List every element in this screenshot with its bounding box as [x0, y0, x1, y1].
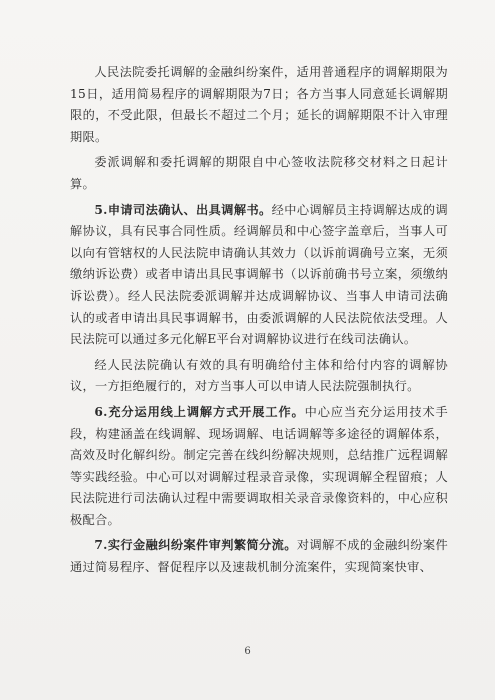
section-heading: 6.充分运用线上调解方式开展工作。: [94, 404, 305, 419]
section-heading: 7.实行金融纠纷案件审判繁简分流。: [94, 538, 297, 553]
paragraph-judicial-confirmation: [70, 200, 448, 351]
paragraph-text: 经人民法院确认有效的具有明确给付主体和给付内容的调解协议，一方拒绝履行的，对方当事人可以申请人民法院强制执行。: [70, 357, 448, 394]
paragraph-online-mediation: [70, 402, 448, 532]
page-number: 6: [244, 646, 251, 657]
paragraph-text: 经中心调解员主持调解达成的调解协议，具有民事合同性质。经调解员和中心签字盖章后，当事人可以向有管辖权的人民法院申请确认其效力（以诉前调确号立案，无须缴纳诉讼费）或者申请出具民事调解书（以诉前确书号立案，须缴纳诉讼费）。经人民法院委派调解并达成调解协议、当事人申请司法确认的或者申请出具民事调解书，由委派调解的人民法院依法受理。人民法院可以通过多元化解E平台对调解协议进行在线司法确认。: [70, 202, 448, 347]
paragraph-text: 对调解不成的金融纠纷案件通过简易程序、督促程序以及速裁机制分流案件，实现简案快审、: [70, 538, 448, 575]
paragraph-enforcement: [70, 355, 448, 398]
paragraph-case-diversion: [70, 535, 448, 578]
section-heading: 5.申请司法确认、出具调解书。: [94, 202, 272, 217]
paragraph-text: 人民法院委托调解的金融纠纷案件，适用普通程序的调解期限为15日，适用简易程序的调解期限为7日；各方当事人同意延长调解期限的，不受此限，但最长不超过二个月；延长的调解期限不计入审理期限。: [70, 65, 448, 144]
paragraph-text: 中心应当充分运用技术手段，构建涵盖在线调解、现场调解、电话调解等多途径的调解体系，高效及时化解纠纷。制定完善在线纠纷解决规则，总结推广远程调解等实践经验。中心可以对调解过程录音录像，实现调解全程留痕；人民法院进行司法确认过程中需要调取相关录音录像资料的，中心应积极配合。: [70, 404, 448, 527]
paragraph-text: 委派调解和委托调解的期限自中心签收法院移交材料之日起计算。: [70, 155, 448, 191]
paragraph-period-calculation: [70, 152, 448, 195]
document-body: [70, 62, 448, 581]
paragraph-entrusted-mediation-period: [70, 62, 448, 148]
